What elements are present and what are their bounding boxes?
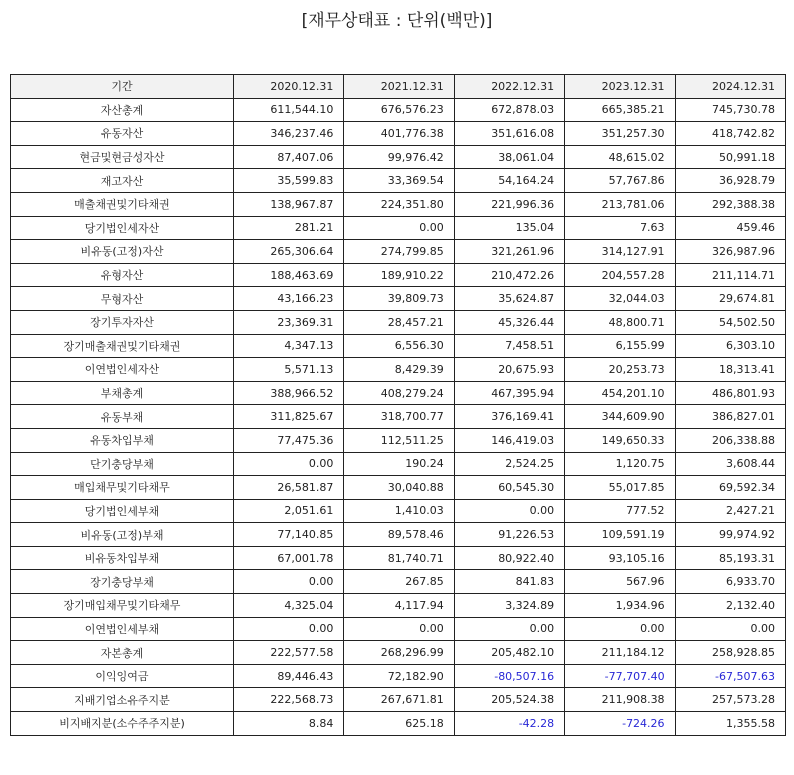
row-label: 유동차입부채 (11, 428, 234, 452)
table-row (11, 641, 786, 665)
value-cell: 268,296.99 (344, 641, 454, 665)
value-cell: 77,140.85 (234, 523, 344, 547)
table-row (11, 664, 786, 688)
table-row (11, 499, 786, 523)
value-cell: 213,781.06 (565, 192, 675, 216)
value-cell: 23,369.31 (234, 310, 344, 334)
value-cell: 3,608.44 (675, 452, 785, 476)
value-cell: 29,674.81 (675, 287, 785, 311)
row-label: 유동자산 (11, 122, 234, 146)
value-cell: -67,507.63 (675, 664, 785, 688)
value-cell: 4,117.94 (344, 594, 454, 618)
table-row (11, 263, 786, 287)
value-cell: 26,581.87 (234, 476, 344, 500)
value-cell: 189,910.22 (344, 263, 454, 287)
value-cell: 149,650.33 (565, 428, 675, 452)
value-cell: 36,928.79 (675, 169, 785, 193)
value-cell: 258,928.85 (675, 641, 785, 665)
row-label: 유형자산 (11, 263, 234, 287)
row-label: 유동부채 (11, 405, 234, 429)
value-cell: 77,475.36 (234, 428, 344, 452)
value-cell: 89,446.43 (234, 664, 344, 688)
value-cell: 99,974.92 (675, 523, 785, 547)
table-row (11, 476, 786, 500)
row-label: 자산총계 (11, 98, 234, 122)
value-cell: 326,987.96 (675, 240, 785, 264)
value-cell: 60,545.30 (454, 476, 564, 500)
value-cell: 222,568.73 (234, 688, 344, 712)
value-cell: 454,201.10 (565, 381, 675, 405)
table-row (11, 145, 786, 169)
value-cell: 211,184.12 (565, 641, 675, 665)
value-cell: 85,193.31 (675, 546, 785, 570)
value-cell: 401,776.38 (344, 122, 454, 146)
row-label: 자본총계 (11, 641, 234, 665)
value-cell: 467,395.94 (454, 381, 564, 405)
value-cell: 351,616.08 (454, 122, 564, 146)
table-row (11, 452, 786, 476)
row-label: 장기매출채권및기타채권 (11, 334, 234, 358)
value-cell: 344,609.90 (565, 405, 675, 429)
value-cell: 281.21 (234, 216, 344, 240)
row-label: 부채총계 (11, 381, 234, 405)
row-label: 당기법인세자산 (11, 216, 234, 240)
table-row (11, 546, 786, 570)
value-cell: 418,742.82 (675, 122, 785, 146)
value-cell: 43,166.23 (234, 287, 344, 311)
value-cell: 777.52 (565, 499, 675, 523)
value-cell: 2,524.25 (454, 452, 564, 476)
value-cell: 54,502.50 (675, 310, 785, 334)
row-label: 매입채무및기타채무 (11, 476, 234, 500)
value-cell: 6,556.30 (344, 334, 454, 358)
table-row (11, 216, 786, 240)
value-cell: 376,169.41 (454, 405, 564, 429)
row-label: 비유동(고정)자산 (11, 240, 234, 264)
table-row (11, 712, 786, 736)
table-row (11, 570, 786, 594)
header-period: 2022.12.31 (454, 75, 564, 99)
table-row (11, 428, 786, 452)
header-period: 2020.12.31 (234, 75, 344, 99)
value-cell: 35,599.83 (234, 169, 344, 193)
value-cell: 6,155.99 (565, 334, 675, 358)
value-cell: 2,132.40 (675, 594, 785, 618)
value-cell: 18,313.41 (675, 358, 785, 382)
value-cell: 318,700.77 (344, 405, 454, 429)
value-cell: 292,388.38 (675, 192, 785, 216)
value-cell: 388,966.52 (234, 381, 344, 405)
table-row (11, 358, 786, 382)
value-cell: -724.26 (565, 712, 675, 736)
value-cell: 321,261.96 (454, 240, 564, 264)
table-row (11, 310, 786, 334)
value-cell: 3,324.89 (454, 594, 564, 618)
value-cell: 0.00 (454, 617, 564, 641)
value-cell: 72,182.90 (344, 664, 454, 688)
value-cell: 112,511.25 (344, 428, 454, 452)
value-cell: 314,127.91 (565, 240, 675, 264)
value-cell: 50,991.18 (675, 145, 785, 169)
value-cell: 89,578.46 (344, 523, 454, 547)
row-label: 매출채권및기타채권 (11, 192, 234, 216)
value-cell: 459.46 (675, 216, 785, 240)
value-cell: 0.00 (234, 452, 344, 476)
value-cell: 91,226.53 (454, 523, 564, 547)
value-cell: 1,410.03 (344, 499, 454, 523)
value-cell: 1,355.58 (675, 712, 785, 736)
value-cell: 87,407.06 (234, 145, 344, 169)
table-row (11, 334, 786, 358)
row-label: 장기매입채무및기타채무 (11, 594, 234, 618)
value-cell: 99,976.42 (344, 145, 454, 169)
value-cell: 0.00 (234, 570, 344, 594)
value-cell: 69,592.34 (675, 476, 785, 500)
balance-sheet-table (10, 74, 786, 736)
value-cell: 48,800.71 (565, 310, 675, 334)
table-row (11, 688, 786, 712)
value-cell: 274,799.85 (344, 240, 454, 264)
value-cell: 2,427.21 (675, 499, 785, 523)
value-cell: 4,347.13 (234, 334, 344, 358)
value-cell: 39,809.73 (344, 287, 454, 311)
row-label: 비지배지분(소수주주지분) (11, 712, 234, 736)
table-row (11, 192, 786, 216)
row-label: 이연법인세부채 (11, 617, 234, 641)
value-cell: 222,577.58 (234, 641, 344, 665)
value-cell: 346,237.46 (234, 122, 344, 146)
header-period-label: 기간 (11, 75, 234, 99)
row-label: 단기충당부채 (11, 452, 234, 476)
value-cell: 486,801.93 (675, 381, 785, 405)
value-cell: 386,827.01 (675, 405, 785, 429)
value-cell: -77,707.40 (565, 664, 675, 688)
row-label: 비유동차입부채 (11, 546, 234, 570)
value-cell: 8.84 (234, 712, 344, 736)
table-row (11, 98, 786, 122)
value-cell: 265,306.64 (234, 240, 344, 264)
value-cell: 138,967.87 (234, 192, 344, 216)
row-label: 비유동(고정)부채 (11, 523, 234, 547)
value-cell: 4,325.04 (234, 594, 344, 618)
value-cell: 267,671.81 (344, 688, 454, 712)
value-cell: 672,878.03 (454, 98, 564, 122)
table-row (11, 240, 786, 264)
value-cell: 206,338.88 (675, 428, 785, 452)
value-cell: 6,933.70 (675, 570, 785, 594)
value-cell: 611,544.10 (234, 98, 344, 122)
value-cell: 205,482.10 (454, 641, 564, 665)
value-cell: 1,120.75 (565, 452, 675, 476)
value-cell: 20,675.93 (454, 358, 564, 382)
value-cell: 211,114.71 (675, 263, 785, 287)
value-cell: 7.63 (565, 216, 675, 240)
value-cell: 20,253.73 (565, 358, 675, 382)
row-label: 당기법인세부채 (11, 499, 234, 523)
value-cell: 1,934.96 (565, 594, 675, 618)
value-cell: 676,576.23 (344, 98, 454, 122)
value-cell: 211,908.38 (565, 688, 675, 712)
value-cell: 28,457.21 (344, 310, 454, 334)
row-label: 이연법인세자산 (11, 358, 234, 382)
value-cell: 30,040.88 (344, 476, 454, 500)
value-cell: 257,573.28 (675, 688, 785, 712)
value-cell: 2,051.61 (234, 499, 344, 523)
value-cell: -80,507.16 (454, 664, 564, 688)
value-cell: 188,463.69 (234, 263, 344, 287)
value-cell: 45,326.44 (454, 310, 564, 334)
table-row (11, 287, 786, 311)
page-title: [재무상태표 : 단위(백만)] (301, 11, 493, 31)
header-period: 2023.12.31 (565, 75, 675, 99)
row-label: 장기투자자산 (11, 310, 234, 334)
value-cell: 0.00 (234, 617, 344, 641)
value-cell: 841.83 (454, 570, 564, 594)
value-cell: 5,571.13 (234, 358, 344, 382)
value-cell: 0.00 (344, 617, 454, 641)
table-row (11, 523, 786, 547)
value-cell: 205,524.38 (454, 688, 564, 712)
value-cell: 0.00 (454, 499, 564, 523)
value-cell: 38,061.04 (454, 145, 564, 169)
table-row (11, 594, 786, 618)
value-cell: 81,740.71 (344, 546, 454, 570)
value-cell: 745,730.78 (675, 98, 785, 122)
value-cell: 109,591.19 (565, 523, 675, 547)
table-row (11, 405, 786, 429)
value-cell: 135.04 (454, 216, 564, 240)
value-cell: 35,624.87 (454, 287, 564, 311)
value-cell: 7,458.51 (454, 334, 564, 358)
value-cell: 311,825.67 (234, 405, 344, 429)
value-cell: 55,017.85 (565, 476, 675, 500)
value-cell: 8,429.39 (344, 358, 454, 382)
header-period: 2021.12.31 (344, 75, 454, 99)
value-cell: 48,615.02 (565, 145, 675, 169)
value-cell: 625.18 (344, 712, 454, 736)
value-cell: -42.28 (454, 712, 564, 736)
value-cell: 54,164.24 (454, 169, 564, 193)
value-cell: 146,419.03 (454, 428, 564, 452)
value-cell: 32,044.03 (565, 287, 675, 311)
table-body (11, 98, 786, 735)
table-row (11, 381, 786, 405)
row-label: 지배기업소유주지분 (11, 688, 234, 712)
value-cell: 224,351.80 (344, 192, 454, 216)
row-label: 현금및현금성자산 (11, 145, 234, 169)
value-cell: 33,369.54 (344, 169, 454, 193)
row-label: 이익잉여금 (11, 664, 234, 688)
value-cell: 204,557.28 (565, 263, 675, 287)
value-cell: 351,257.30 (565, 122, 675, 146)
header-row (11, 75, 786, 99)
value-cell: 0.00 (344, 216, 454, 240)
value-cell: 57,767.86 (565, 169, 675, 193)
value-cell: 408,279.24 (344, 381, 454, 405)
value-cell: 0.00 (675, 617, 785, 641)
value-cell: 567.96 (565, 570, 675, 594)
value-cell: 190.24 (344, 452, 454, 476)
value-cell: 267.85 (344, 570, 454, 594)
value-cell: 665,385.21 (565, 98, 675, 122)
value-cell: 93,105.16 (565, 546, 675, 570)
row-label: 무형자산 (11, 287, 234, 311)
value-cell: 6,303.10 (675, 334, 785, 358)
table-row (11, 122, 786, 146)
header-period: 2024.12.31 (675, 75, 785, 99)
row-label: 재고자산 (11, 169, 234, 193)
table-header (11, 75, 786, 99)
value-cell: 67,001.78 (234, 546, 344, 570)
value-cell: 221,996.36 (454, 192, 564, 216)
value-cell: 80,922.40 (454, 546, 564, 570)
row-label: 장기충당부채 (11, 570, 234, 594)
table-row (11, 169, 786, 193)
value-cell: 0.00 (565, 617, 675, 641)
table-row (11, 617, 786, 641)
value-cell: 210,472.26 (454, 263, 564, 287)
